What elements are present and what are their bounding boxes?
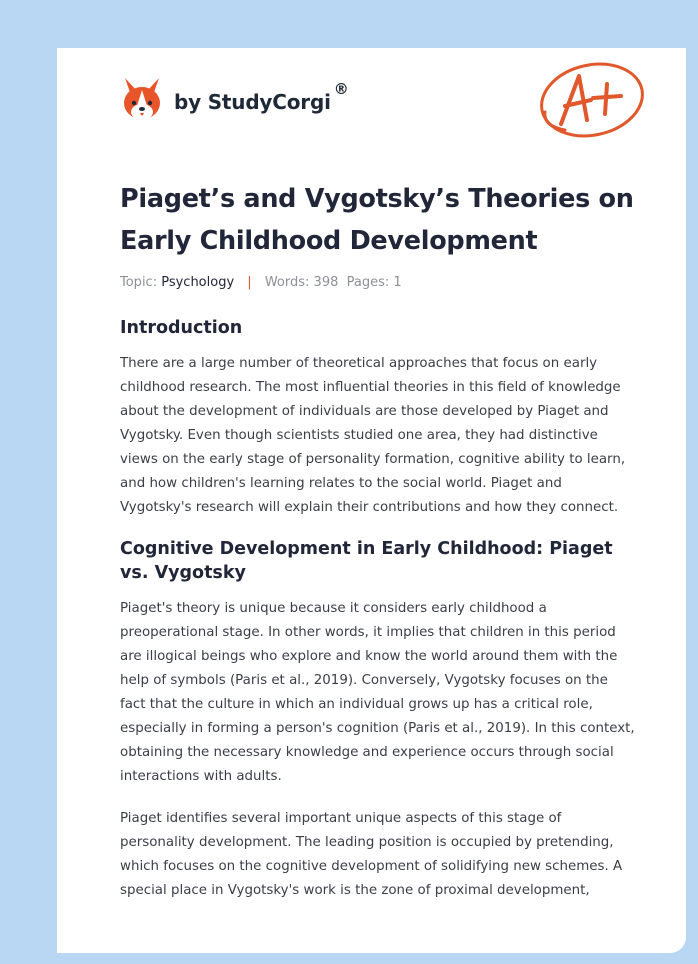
brand-name: by StudyCorgi® xyxy=(174,80,349,114)
meta-separator: | xyxy=(247,275,252,290)
a-plus-grade-icon xyxy=(535,56,649,140)
registered-mark: ® xyxy=(333,80,349,98)
words-label: Words: xyxy=(264,275,310,290)
article-meta xyxy=(120,275,635,290)
paragraph: Piaget identifies several important unique aspects of this stage of personality development. The leading position is occupied by pretending, which focuses on the cognitive development of solidifying new schemes. A special place in Vygotsky's work is the zone of proximal development, xyxy=(120,811,623,898)
document-page xyxy=(57,48,686,953)
article xyxy=(120,178,635,903)
topic-link[interactable]: Psychology xyxy=(161,275,235,290)
corgi-icon xyxy=(121,76,163,122)
paragraph: There are a large number of theoretical approaches that focus on early childhood research. The most influential theories in this field of knowledge about the development of individuals are those developed by Piaget and Vygotsky. Even though scientists studied one area, they had distinctive views on the early stage of personality formation, cognitive ability to learn, and how children's learning relates to the social world. Piaget and Vygotsky's research will explain their contributions and how they connect. xyxy=(120,356,626,515)
studycorgi-logo[interactable] xyxy=(121,76,349,122)
section-heading-introduction: Introduction xyxy=(120,318,243,338)
paragraph: Piaget's theory is unique because it considers early childhood a preoperational stage. In other words, it implies that children in this period are illogical beings who explore and know the world around them with the help of symbols (Paris et al., 2019). Conversely, Vygotsky focuses on the fact that the culture in which an individual grows up has a critical role, especially in forming a person's cognition (Paris et al., 2019). In this context, obtaining the necessary knowledge and experience occurs through social interactions with adults. xyxy=(120,601,635,784)
pages-label: Pages: xyxy=(346,275,390,290)
section-heading-cognitive-development: Cognitive Development in Early Childhood: Piaget vs. Vygotsky xyxy=(120,539,613,583)
words-value: 398 xyxy=(313,275,339,290)
pages-value: 1 xyxy=(393,275,402,290)
topic-label: Topic: xyxy=(120,275,158,290)
page-title: Piaget’s and Vygotsky’s Theories on Early Childhood Development xyxy=(120,184,634,256)
